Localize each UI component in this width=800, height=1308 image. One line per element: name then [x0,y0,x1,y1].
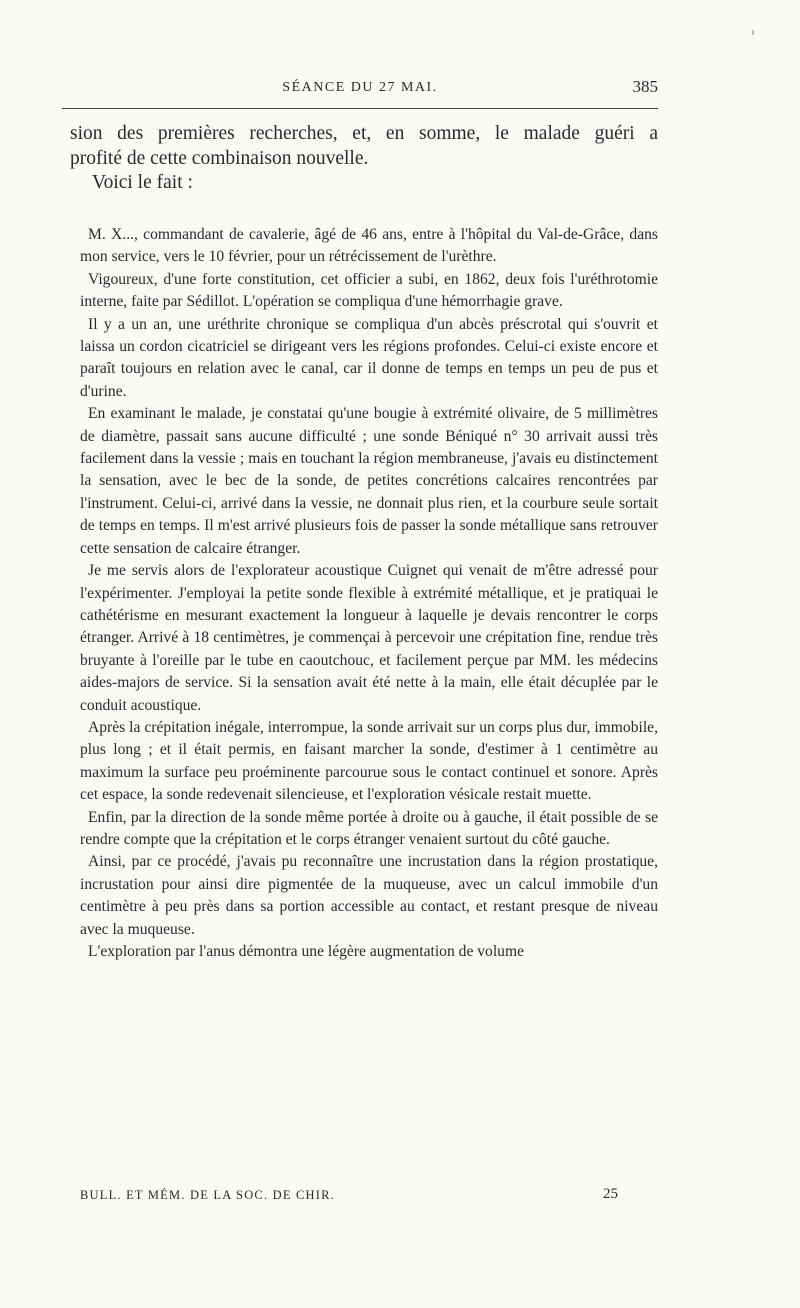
paragraph: Après la crépitation inégale, interrompue, la sonde arrivait sur un corps plus dur, immobile, plus long ; et il était permis, en faisant marcher la sonde, d'estimer à 1 centimètre au maximum la surface peu proéminente parcourue sous le contact continuel et sonore. Après cet espace, la sonde redevenait silencieuse, et l'exploration vésicale restait muette. [80,718,658,804]
signature-mark: 25 [603,1186,618,1202]
paragraph: Ainsi, par ce procédé, j'avais pu reconnaître une incrustation dans la région prostatique, incrustation pour ainsi dire pigmentée de la muqueuse, avec un calcul immobile d'un centimètre à peu près dans sa portion accessible au contact, et restant presque de niveau avec la muqueuse. [80,853,658,938]
paragraph: En examinant le malade, je constatai qu'une bougie à extrémité olivaire, de 5 millimètres de diamètre, passait sans aucune difficulté ; une sonde Béniqué n° 30 arrivait aussi très facilement dans la vessie ; mais en touchant la région membraneuse, j'avais eu distinctement la sensation, avec le bec de la sonde, de petites concrétions calcaires rencontrées par l'instrument. Celui-ci, arrivé dans la vessie, ne donnait plus rien, et la courbure seule sortait de temps en temps. Il m'est arrivé plusieurs fois de passer la sonde métallique sans retrouver cette sensation de calcaire étranger. [80,405,658,557]
running-title: SÉANCE DU 27 MAI. [282,80,438,95]
page-footer [80,1188,658,1208]
intro-line: profité de cette combinaison nouvelle. [70,147,369,169]
running-header [62,76,658,100]
paragraph: Je me servis alors de l'explorateur acoustique Cuignet qui venait de m'être adressé pour l'expérimenter. J'employai la petite sonde flexible à extrémité métallique, et je pratiquai le cathétérisme en mesurant exactement la longueur à laquelle je devais rencontrer le corps étranger. Arrivé à 18 centimètres, je commençai à percevoir une crépitation fine, rendue très bruyante à l'oreille par le tube en caoutchouc, et facilement perçue par MM. les médecins aides-majors de service. Si la sensation avait été nette à la main, elle était décuplée par le conduit acoustique. [80,562,658,714]
paragraph: Vigoureux, d'une forte constitution, cet officier a subi, en 1862, deux fois l'uréthrotomie interne, faite par Sédillot. L'opération se compliqua d'une hémorrhagie grave. [80,270,658,311]
case-report-body [80,224,658,963]
paragraph: M. X..., commandant de cavalerie, âgé de 46 ans, entre à l'hôpital du Val-de-Grâce, dans mon service, vers le 10 février, pour un rétrécissement de l'urèthre. [80,226,658,266]
page-number: 385 [632,77,658,96]
journal-title: BULL. ET MÉM. DE LA SOC. DE CHIR. [80,1188,335,1202]
paragraph: L'exploration par l'anus démontra une légère augmentation de volume [88,943,525,960]
intro-line: sion des premières recherches, et, en somme, le malade guéri a [70,123,658,144]
page-speck [752,30,754,35]
intro-line: Voici le fait : [92,172,193,193]
header-rule [62,108,658,109]
paragraph: Enfin, par la direction de la sonde même portée à droite ou à gauche, il était possible de se rendre compte que la crépitation et le corps étranger venaient surtout du côté gauche. [80,808,658,848]
intro-text [70,122,658,196]
paragraph: Il y a un an, une uréthrite chronique se compliqua d'un abcès préscrotal qui s'ouvrit et laissa un cordon cicatriciel se dirigeant vers les régions profondes. Celui-ci existe encore et paraît toujours en relation avec le canal, car il donne de temps en temps un peu de pus et d'urine. [80,315,658,400]
